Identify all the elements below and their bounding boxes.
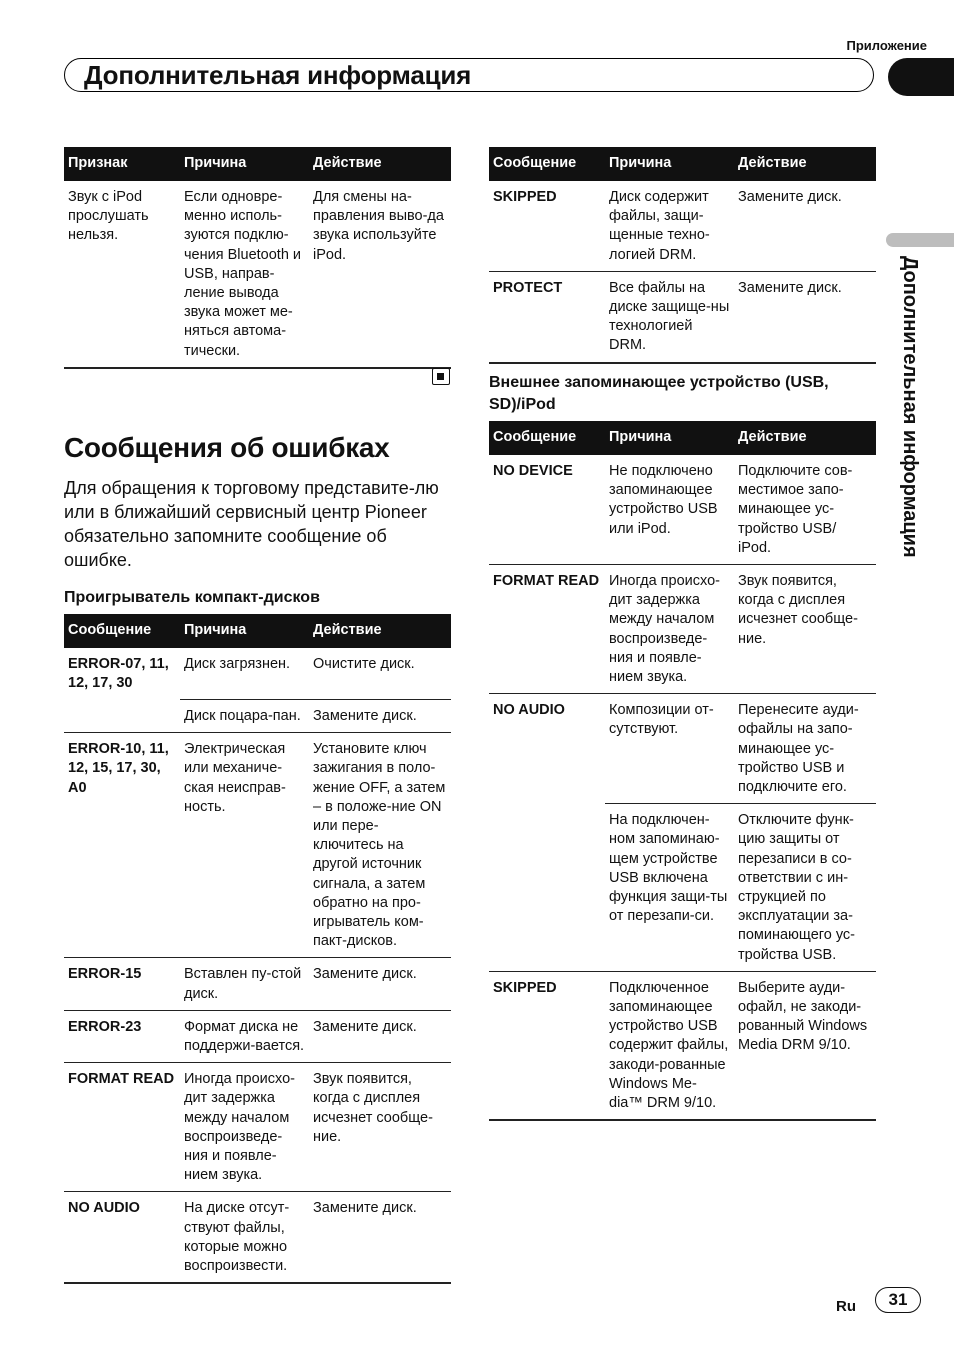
page-number: 31 — [875, 1287, 921, 1313]
side-tab-marker — [886, 233, 954, 247]
cd-error-table-continued — [489, 147, 876, 364]
message-cell: FORMAT READ — [489, 565, 605, 694]
message-cell: FORMAT READ — [64, 1063, 180, 1192]
column-header: Причина — [180, 614, 309, 648]
cause-cell: Диск поцара-пан. — [180, 699, 309, 732]
table-row — [489, 804, 876, 972]
section-heading: Сообщения об ошибках — [64, 432, 390, 463]
cause-cell: Композиции от-сутствуют. — [605, 694, 734, 804]
page-title: Дополнительная информация — [84, 60, 472, 90]
table-row — [64, 648, 451, 699]
column-header: Действие — [309, 614, 451, 648]
action-cell: Замените диск. — [309, 958, 451, 1010]
table-row — [64, 1010, 451, 1062]
cause-cell: Иногда происхо-дит задержка между началом воспроизведе-ния и появле-нием звука. — [605, 565, 734, 694]
symptom-cell: Звук с iPod прослушать нельзя. — [64, 181, 180, 368]
action-cell: Замените диск. — [734, 181, 876, 271]
table-header-row — [64, 147, 451, 181]
cd-error-table — [64, 614, 451, 1284]
column-header: Причина — [605, 421, 734, 455]
message-cell: PROTECT — [489, 271, 605, 362]
action-cell: Замените диск. — [734, 271, 876, 362]
column-header: Сообщение — [64, 614, 180, 648]
action-cell: Подключите сов-местимое запо-минающее ус-тройство USB/ iPod. — [734, 455, 876, 565]
cause-cell: Электрическая или механиче-ская неисправ-ность. — [180, 733, 309, 958]
action-cell: Замените диск. — [309, 1192, 451, 1283]
message-cell: NO AUDIO — [493, 702, 565, 719]
cause-cell: Диск содержит файлы, защи-щенные техно-логией DRM. — [605, 181, 734, 271]
table-row — [64, 181, 451, 368]
action-cell: Звук появится, когда с дисплея исчезнет сообще-ние. — [734, 565, 876, 694]
table-header-row — [489, 147, 876, 181]
cause-cell: Диск загрязнен. — [180, 648, 309, 699]
side-tab-label: Дополнительная информация — [899, 256, 921, 558]
column-header: Признак — [64, 147, 180, 181]
symptom-table — [64, 147, 451, 369]
action-cell: Перенесите ауди-офайлы на запо-минающее ус-тройство USB и подключите его. — [734, 694, 876, 804]
action-cell: Для смены на-правления выво-да звука используйте iPod. — [309, 181, 451, 368]
table-row — [489, 565, 876, 694]
message-cell: NO AUDIO — [64, 1192, 180, 1283]
message-cell: ERROR-07, 11, 12, 17, 30 — [68, 656, 169, 692]
chapter-tab — [888, 58, 954, 96]
action-cell: Замените диск. — [309, 1010, 451, 1062]
language-label: Ru — [836, 1298, 856, 1315]
column-header: Действие — [309, 147, 451, 181]
table-row — [489, 271, 876, 362]
message-cell: SKIPPED — [489, 181, 605, 271]
table-row — [64, 1063, 451, 1192]
cause-cell: Не подключено запоминающее устройство USB или iPod. — [605, 455, 734, 565]
intro-paragraph: Для обращения к торговому представите-лю или в ближайший сервисный центр Pioneer обязательно запомните сообщение об ошибке. — [64, 478, 439, 570]
message-cell: ERROR-23 — [64, 1010, 180, 1062]
cause-cell: Если одновре-менно исполь-зуются подклю-чения Bluetooth и USB, направ-ление вывода звука может ме-няться автома-тически. — [180, 181, 309, 368]
action-cell: Звук появится, когда с дисплея исчезнет сообще-ние. — [309, 1063, 451, 1192]
table-header-row — [64, 614, 451, 648]
cause-cell: Все файлы на диске защище-ны технологией DRM. — [605, 271, 734, 362]
usb-error-table — [489, 421, 876, 1121]
column-header: Причина — [605, 147, 734, 181]
action-cell: Установите ключ зажигания в поло-жение OFF, а затем – в положе-ние ON или пере-ключитесь на другой источник сигнала, а затем обратно на про-игрыватель ком-пакт-дисков. — [309, 733, 451, 958]
message-cell: NO DEVICE — [489, 455, 605, 565]
message-cell — [489, 804, 605, 972]
table-row — [489, 181, 876, 271]
table-header-row — [489, 421, 876, 455]
table-row — [64, 958, 451, 1010]
action-cell: Замените диск. — [309, 699, 451, 732]
action-cell: Отключите функ-цию защиты от перезаписи в со-ответствии с ин-струкцией по эксплуатации за-поминающего ус-тройства USB. — [734, 804, 876, 972]
cause-cell: На подключен-ном запоминаю-щем устройстве USB включена функция защи-ты от перезапи-си. — [605, 804, 734, 972]
message-cell — [64, 699, 180, 732]
cause-cell: На диске отсут-ствуют файлы, которые можно воспроизвести. — [180, 1192, 309, 1283]
end-of-section-icon — [432, 368, 450, 385]
column-header: Действие — [734, 421, 876, 455]
table-row — [489, 971, 876, 1120]
table-row — [64, 699, 451, 732]
action-cell: Очистите диск. — [309, 648, 451, 699]
message-cell: ERROR-15 — [64, 958, 180, 1010]
table-row — [64, 1192, 451, 1283]
usb-subheading: Внешнее запоминающее устройство (USB, SD)/iPod — [489, 374, 829, 413]
column-header: Действие — [734, 147, 876, 181]
cause-cell: Вставлен пу-стой диск. — [180, 958, 309, 1010]
cd-subheading: Проигрыватель компакт-дисков — [64, 589, 320, 606]
column-header: Сообщение — [489, 421, 605, 455]
column-header: Причина — [180, 147, 309, 181]
table-row — [64, 733, 451, 958]
message-cell: ERROR-10, 11, 12, 15, 17, 30, A0 — [64, 733, 180, 958]
section-label: Приложение — [846, 38, 927, 53]
cause-cell: Формат диска не поддержи-вается. — [180, 1010, 309, 1062]
column-header: Сообщение — [489, 147, 605, 181]
cause-cell: Иногда происхо-дит задержка между началом воспроизведе-ния и появле-нием звука. — [180, 1063, 309, 1192]
action-cell: Выберите ауди-офайл, не закоди-рованный Windows Media DRM 9/10. — [734, 971, 876, 1120]
message-cell: SKIPPED — [489, 971, 605, 1120]
table-row — [489, 694, 876, 804]
cause-cell: Подключенное запоминающее устройство USB содержит файлы, закоди-рованные Windows Me-dia™ DRM 9/10. — [605, 971, 734, 1120]
table-row — [489, 455, 876, 565]
